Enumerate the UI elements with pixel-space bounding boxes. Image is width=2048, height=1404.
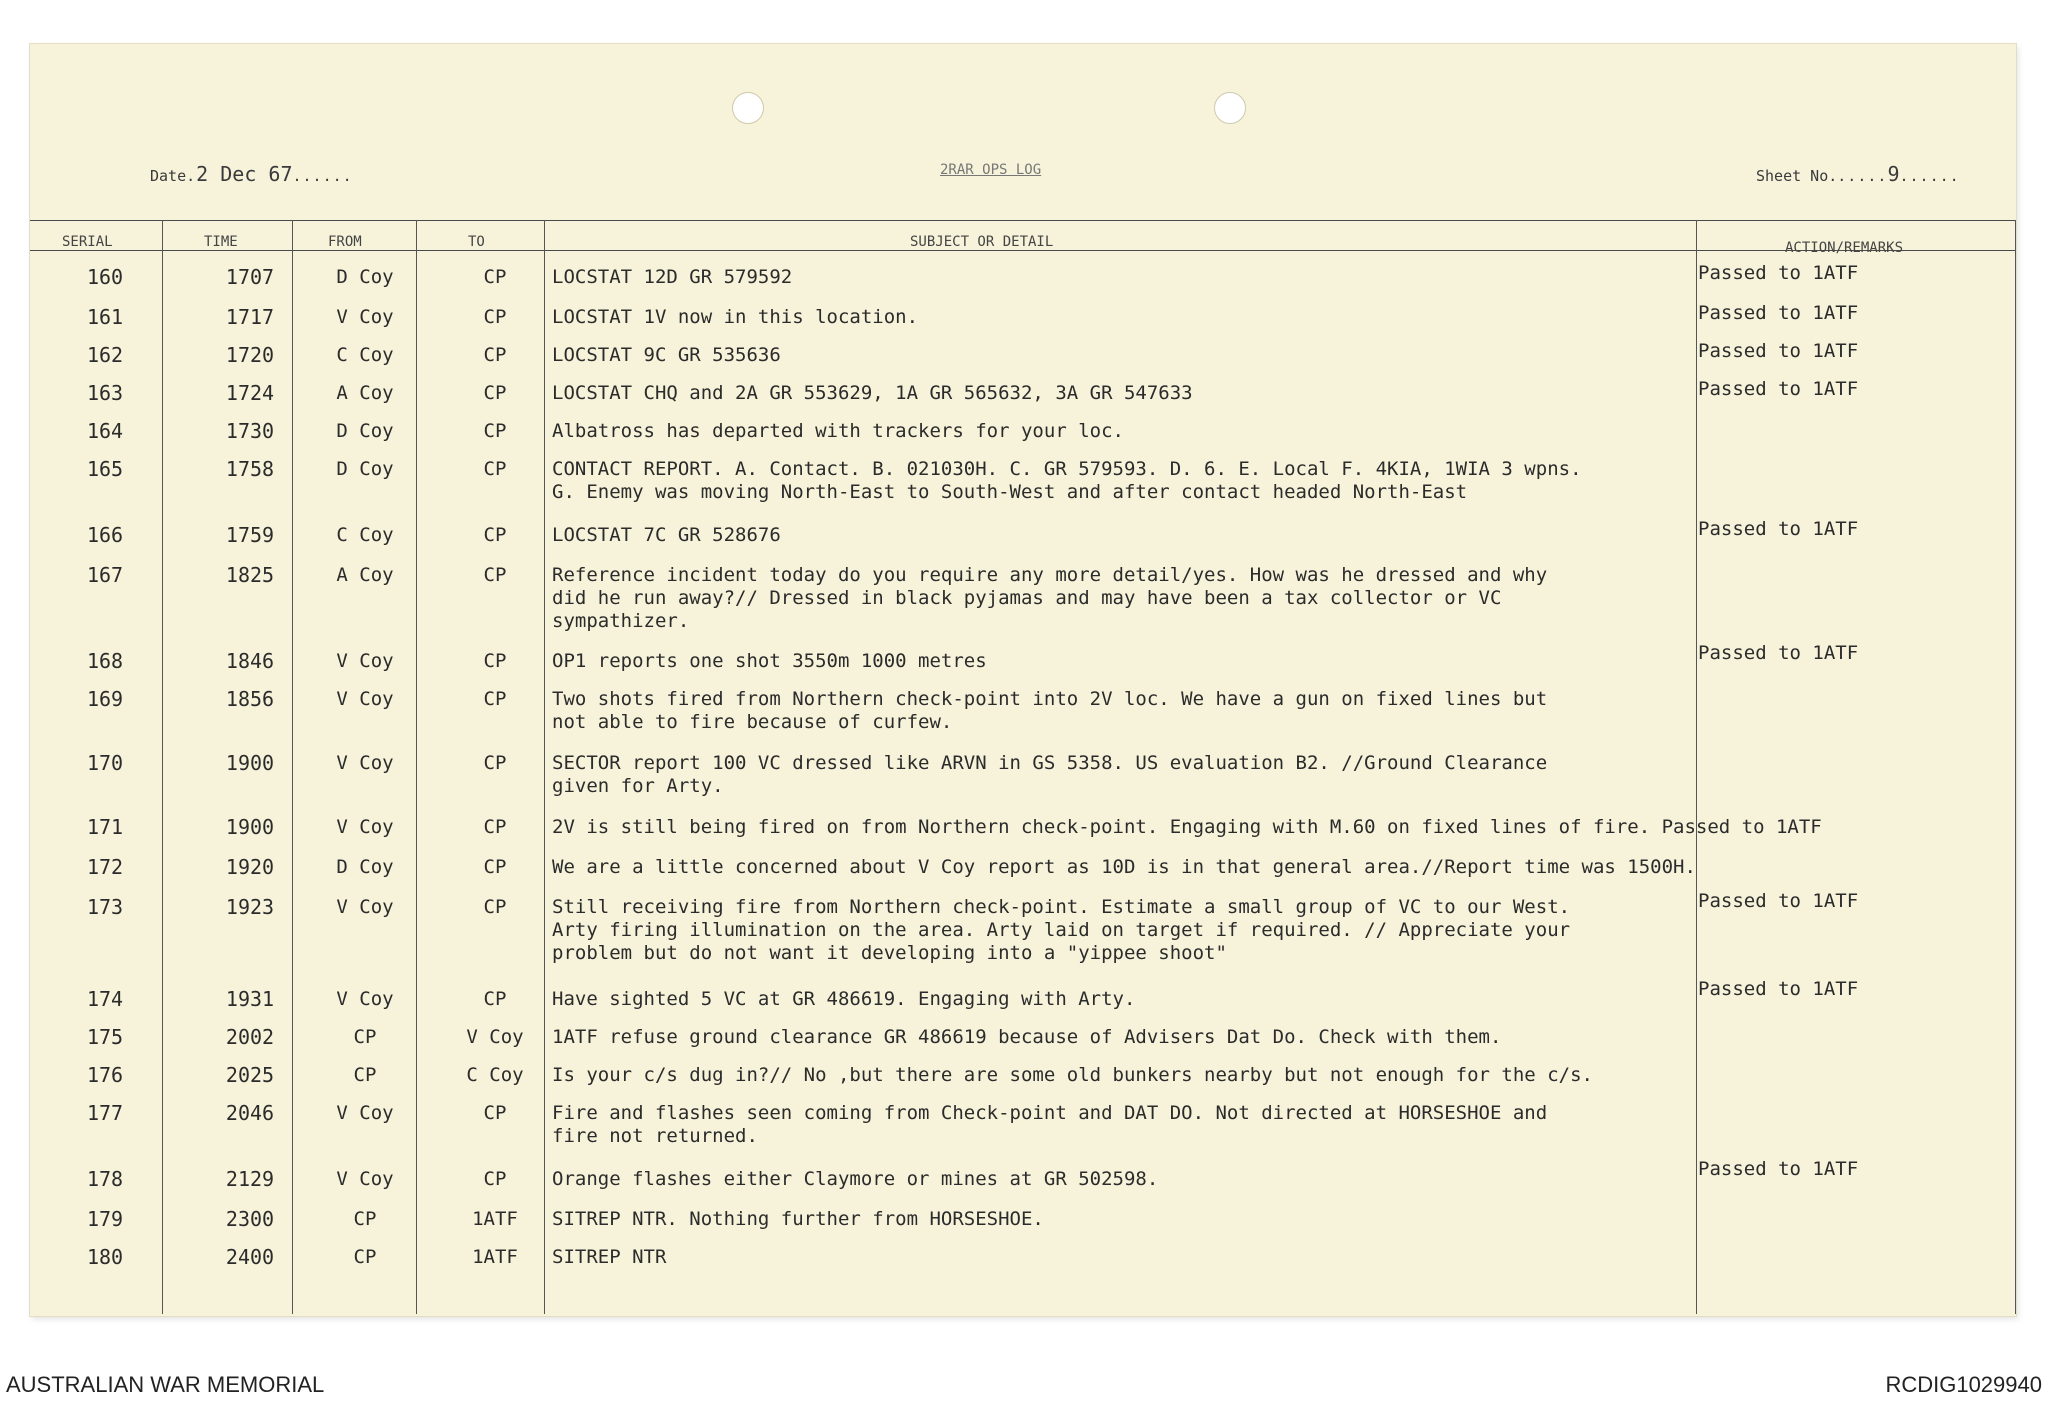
- cell-detail: SITREP NTR. Nothing further from HORSESHOE.: [552, 1208, 1044, 1230]
- cell-to: V Coy: [466, 1026, 524, 1048]
- cell-from: C Coy: [336, 524, 394, 546]
- cell-detail: 1ATF refuse ground clearance GR 486619 because of Advisers Dat Do. Check with them.: [552, 1026, 1502, 1048]
- cell-time: 2129: [225, 1167, 275, 1191]
- cell-detail: LOCSTAT 1V now in this location.: [552, 306, 919, 328]
- cell-to: CP: [483, 306, 507, 328]
- footer-archive-name: AUSTRALIAN WAR MEMORIAL: [6, 1372, 325, 1397]
- cell-detail: Albatross has departed with trackers for your loc.: [552, 420, 1124, 442]
- cell-from: V Coy: [336, 752, 394, 774]
- cell-detail: LOCSTAT 7C GR 528676: [552, 524, 781, 546]
- column-divider: [292, 220, 293, 1314]
- cell-time: 1720: [225, 343, 275, 367]
- cell-to: CP: [483, 856, 507, 878]
- cell-from: V Coy: [336, 688, 394, 710]
- cell-serial: 177: [86, 1101, 124, 1125]
- cell-time: 2002: [225, 1025, 275, 1049]
- cell-detail: Reference incident today do you require any more detail/yes. How was he dressed and why did he run away?// Dressed in black pyjamas and may have been a tax collector or VC sympathizer.: [552, 564, 1548, 632]
- cell-to: CP: [483, 816, 507, 838]
- cell-serial: 176: [86, 1063, 124, 1087]
- cell-time: 1931: [225, 987, 275, 1011]
- cell-from: D Coy: [336, 420, 394, 442]
- table-top-rule: [30, 220, 2016, 221]
- cell-action: Passed to 1ATF: [1698, 890, 1859, 912]
- cell-action: Passed to 1ATF: [1698, 978, 1859, 1000]
- cell-serial: 170: [86, 751, 124, 775]
- cell-detail: CONTACT REPORT. A. Contact. B. 021030H. C. GR 579593. D. 6. E. Local F. 4KIA, 1WIA 3 wpns. G. Enemy was moving North-East to South-West and after contact headed North-East: [552, 458, 1582, 503]
- col-header-detail: SUBJECT OR DETAIL: [910, 234, 1054, 250]
- cell-serial: 173: [86, 895, 124, 919]
- page-title: 2RAR OPS LOG: [940, 162, 1042, 178]
- cell-serial: 179: [86, 1207, 124, 1231]
- col-header-to: TO: [468, 234, 485, 250]
- cell-to: C Coy: [466, 1064, 524, 1086]
- cell-time: 2400: [225, 1245, 275, 1269]
- cell-time: 2300: [225, 1207, 275, 1231]
- cell-action: Passed to 1ATF: [1698, 340, 1859, 362]
- cell-serial: 165: [86, 457, 124, 481]
- cell-to: CP: [483, 266, 507, 288]
- cell-from: CP: [353, 1064, 377, 1086]
- cell-time: 1707: [225, 265, 275, 289]
- cell-detail: SECTOR report 100 VC dressed like ARVN in GS 5358. US evaluation B2. //Ground Clearance given for Arty.: [552, 752, 1548, 797]
- cell-to: CP: [483, 988, 507, 1010]
- cell-detail: Two shots fired from Northern check-point into 2V loc. We have a gun on fixed lines but not able to fire because of curfew.: [552, 688, 1548, 733]
- sheet-value: 9: [1887, 162, 1900, 186]
- sheet-number-field: Sheet No......9......: [1756, 162, 1960, 186]
- cell-from: A Coy: [336, 564, 394, 586]
- cell-to: CP: [483, 524, 507, 546]
- col-header-serial: SERIAL: [62, 234, 113, 250]
- cell-to: 1ATF: [472, 1208, 518, 1230]
- log-sheet: [30, 44, 2016, 1316]
- cell-from: V Coy: [336, 306, 394, 328]
- cell-to: CP: [483, 420, 507, 442]
- cell-to: CP: [483, 896, 507, 918]
- cell-serial: 164: [86, 419, 124, 443]
- cell-to: CP: [483, 382, 507, 404]
- cell-serial: 166: [86, 523, 124, 547]
- cell-serial: 167: [86, 563, 124, 587]
- cell-to: CP: [483, 650, 507, 672]
- punch-hole: [732, 92, 764, 124]
- cell-to: CP: [483, 688, 507, 710]
- cell-detail: Fire and flashes seen coming from Check-point and DAT DO. Not directed at HORSESHOE and fire not returned.: [552, 1102, 1548, 1147]
- cell-serial: 161: [86, 305, 124, 329]
- column-divider: [162, 220, 163, 1314]
- cell-serial: 168: [86, 649, 124, 673]
- cell-detail: LOCSTAT 12D GR 579592: [552, 266, 793, 288]
- cell-to: 1ATF: [472, 1246, 518, 1268]
- date-field: Date.2 Dec 67......: [150, 162, 353, 186]
- cell-serial: 169: [86, 687, 124, 711]
- cell-serial: 160: [86, 265, 124, 289]
- cell-from: D Coy: [336, 856, 394, 878]
- cell-detail: OP1 reports one shot 3550m 1000 metres: [552, 650, 987, 672]
- cell-time: 2025: [225, 1063, 275, 1087]
- cell-from: V Coy: [336, 650, 394, 672]
- cell-detail: LOCSTAT CHQ and 2A GR 553629, 1A GR 565632, 3A GR 547633: [552, 382, 1193, 404]
- cell-serial: 175: [86, 1025, 124, 1049]
- cell-serial: 171: [86, 815, 124, 839]
- cell-from: CP: [353, 1208, 377, 1230]
- footer-record-id: RCDIG1029940: [1885, 1372, 2042, 1397]
- cell-time: 1923: [225, 895, 275, 919]
- cell-to: CP: [483, 1168, 507, 1190]
- cell-from: CP: [353, 1026, 377, 1048]
- cell-action: Passed to 1ATF: [1698, 1158, 1859, 1180]
- cell-action: Passed to 1ATF: [1698, 262, 1859, 284]
- sheet-label: Sheet No.: [1756, 167, 1838, 185]
- column-divider: [2015, 220, 2016, 1314]
- cell-detail: Have sighted 5 VC at GR 486619. Engaging with Arty.: [552, 988, 1136, 1010]
- cell-serial: 162: [86, 343, 124, 367]
- cell-from: V Coy: [336, 1102, 394, 1124]
- cell-time: 1717: [225, 305, 275, 329]
- cell-to: CP: [483, 458, 507, 480]
- cell-from: D Coy: [336, 458, 394, 480]
- punch-hole: [1214, 92, 1246, 124]
- cell-to: CP: [483, 752, 507, 774]
- cell-from: V Coy: [336, 1168, 394, 1190]
- cell-time: 1846: [225, 649, 275, 673]
- cell-time: 1900: [225, 751, 275, 775]
- cell-from: CP: [353, 1246, 377, 1268]
- cell-detail: We are a little concerned about V Coy report as 10D is in that general area.//Report time was 1500H.: [552, 856, 1696, 878]
- col-header-time: TIME: [204, 234, 238, 250]
- cell-time: 1920: [225, 855, 275, 879]
- table-header-rule: [30, 250, 2016, 251]
- date-value: 2 Dec 67: [196, 162, 293, 186]
- cell-action: Passed to 1ATF: [1698, 518, 1859, 540]
- cell-serial: 163: [86, 381, 124, 405]
- cell-time: 1758: [225, 457, 275, 481]
- cell-serial: 174: [86, 987, 124, 1011]
- col-header-from: FROM: [328, 234, 362, 250]
- cell-to: CP: [483, 1102, 507, 1124]
- cell-from: V Coy: [336, 816, 394, 838]
- date-label: Date: [150, 167, 187, 185]
- cell-to: CP: [483, 344, 507, 366]
- cell-detail: 2V is still being fired on from Northern check-point. Engaging with M.60 on fixed lines of fire. Passed to 1ATF: [552, 816, 1822, 838]
- cell-time: 1900: [225, 815, 275, 839]
- cell-from: C Coy: [336, 344, 394, 366]
- cell-time: 1856: [225, 687, 275, 711]
- cell-detail: Orange flashes either Claymore or mines at GR 502598.: [552, 1168, 1159, 1190]
- cell-action: Passed to 1ATF: [1698, 642, 1859, 664]
- col-header-action: ACTION/REMARKS: [1785, 240, 1904, 256]
- cell-time: 1759: [225, 523, 275, 547]
- cell-detail: SITREP NTR: [552, 1246, 667, 1268]
- cell-time: 1825: [225, 563, 275, 587]
- cell-serial: 172: [86, 855, 124, 879]
- cell-from: D Coy: [336, 266, 394, 288]
- cell-from: V Coy: [336, 988, 394, 1010]
- cell-from: A Coy: [336, 382, 394, 404]
- cell-serial: 178: [86, 1167, 124, 1191]
- cell-action: Passed to 1ATF: [1698, 302, 1859, 324]
- cell-to: CP: [483, 564, 507, 586]
- cell-from: V Coy: [336, 896, 394, 918]
- cell-time: 2046: [225, 1101, 275, 1125]
- cell-detail: LOCSTAT 9C GR 535636: [552, 344, 781, 366]
- cell-time: 1724: [225, 381, 275, 405]
- cell-serial: 180: [86, 1245, 124, 1269]
- cell-detail: Still receiving fire from Northern check-point. Estimate a small group of VC to our West. Arty firing illumination on the area. Arty laid on target if required. // Appreciate your problem but do not want it developing into a "yippee shoot": [552, 896, 1571, 964]
- cell-action: Passed to 1ATF: [1698, 378, 1859, 400]
- cell-time: 1730: [225, 419, 275, 443]
- cell-detail: Is your c/s dug in?// No ,but there are some old bunkers nearby but not enough for the c/s.: [552, 1064, 1593, 1086]
